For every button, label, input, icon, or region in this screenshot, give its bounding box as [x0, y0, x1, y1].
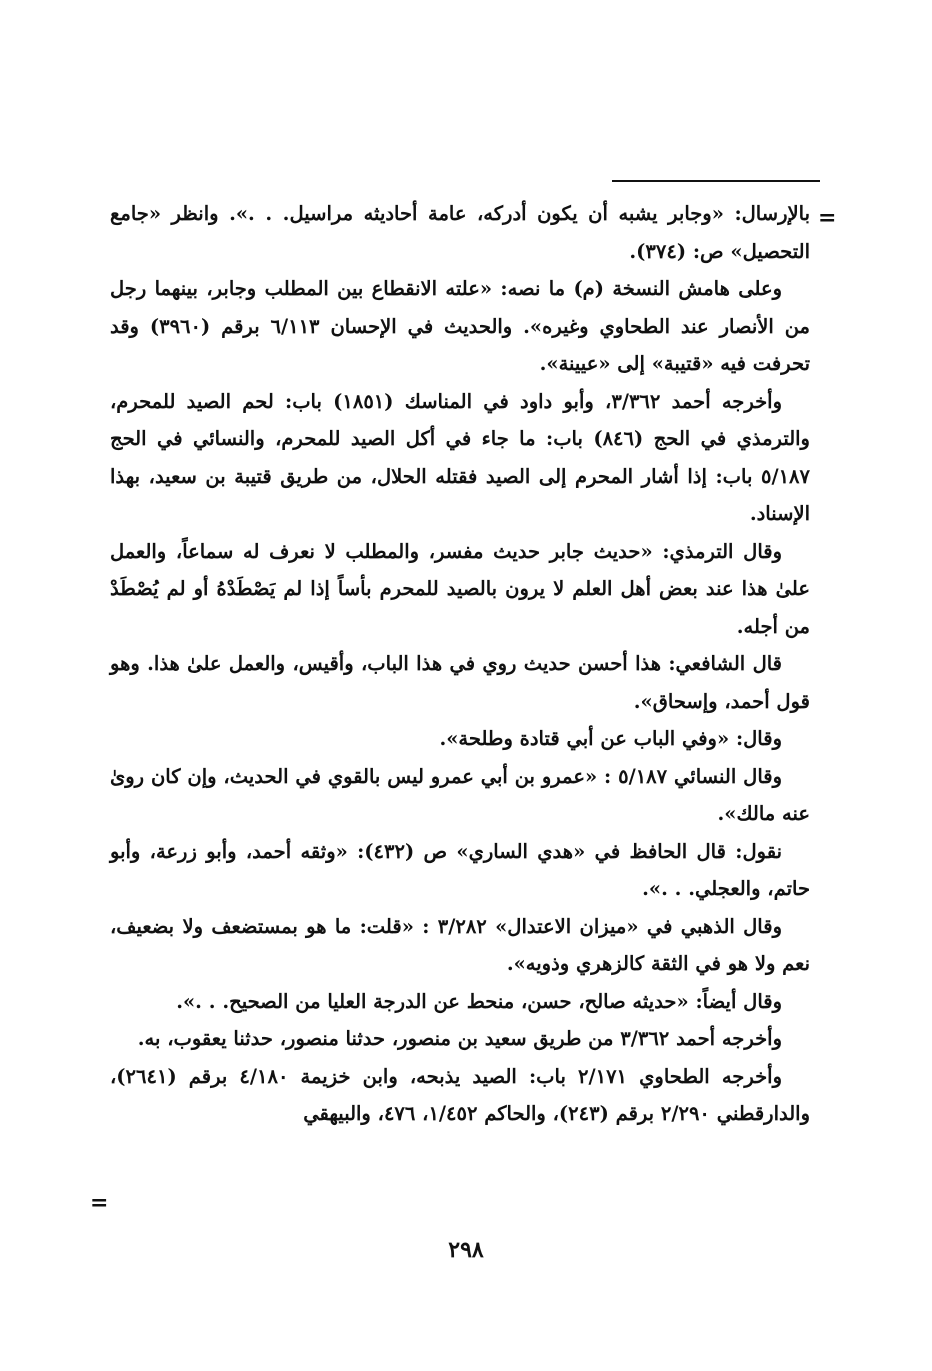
footnote-paragraph: نقول: قال الحافظ في «هدي الساري» ص (٤٣٢): «وثقه أحمد، وأبو زرعة، وأبو حاتم، والعجلي. . .». — [110, 839, 810, 900]
footnote-separator-rule — [612, 180, 820, 182]
continuation-mark-top: = — [818, 205, 837, 231]
footnote-paragraph: وأخرجه أحمد ٣/٣٦٢ من طريق سعيد بن منصور، حدثنا منصور، حدثنا يعقوب، به. — [137, 1027, 782, 1050]
page-number: ٢٩٨ — [448, 1237, 484, 1263]
footnote-paragraph: وأخرجه الطحاوي ٢/١٧١ باب: الصيد يذبحه، وابن خزيمة ٤/١٨٠ برقم (٢٦٤١)، والدارقطني ٢/٢٩٠ برقم (٢٤٣)، والحاكم ١/٤٥٢، ٤٧٦، والبيهقي — [110, 1064, 810, 1125]
footnote-paragraph: وقال أيضاً: «حديثه صالح، حسن، منحط عن الدرجة العليا من الصحيح. . .». — [176, 989, 782, 1013]
footnote-paragraph: وقال: «وفي الباب عن أبي قتادة وطلحة». — [439, 727, 782, 750]
footnote-paragraph: وقال الترمذي: «حديث جابر حديث مفسر، والمطلب لا نعرف له سماعاً، والعمل علىٰ هذا عند بعض أهل العلم لا يرون بالصيد للمحرم بأساً إذا لم يَصْطَدْهُ أو لم يُصْطَدْ من أجله. — [110, 539, 810, 638]
footnote-paragraph: وأخرجه أحمد ٣/٣٦٢، وأبو داود في المناسك (١٨٥١) باب: لحم الصيد للمحرم، والترمذي في الحج (٨٤٦) باب: ما جاء في أكل الصيد للمحرم، والنسائي في الحج ٥/١٨٧ باب: إذا أشار المحرم إلى الصيد فقتله الحلال، من طريق قتيبة بن سعيد، بهذا الإسناد. — [110, 389, 810, 525]
footnote-paragraph: وقال الذهبي في «ميزان الاعتدال» ٣/٢٨٢ : «قلت: ما هو بمستضعف ولا بضعيف، نعم ولا هو في الثقة كالزهري وذويه». — [110, 914, 810, 975]
footnote-paragraph: قال الشافعي: هذا أحسن حديث روي في هذا الباب، وأقيس، والعمل علىٰ هذا. وهو قول أحمد، وإسحاق». — [110, 652, 810, 713]
continuation-mark-bottom: = — [90, 1190, 109, 1216]
footnote-paragraph: وقال النسائي ٥/١٨٧ : «عمرو بن أبي عمرو ليس بالقوي في الحديث، وإن كان روىٰ عنه مالك». — [110, 764, 810, 825]
footnote-paragraph: وعلى هامش النسخة (م) ما نصه: «علته الانقطاع بين المطلب وجابر، بينهما رجل من الأنصار عند الطحاوي وغيره». والحديث في الإحسان ٦/١١٣ برقم (٣٩٦٠) وقد تحرفت فيه «قتيبة» إلى «عيينة». — [110, 277, 810, 375]
footnotes-block — [110, 195, 810, 1133]
footnote-paragraph: بالإرسال: «وجابر يشبه أن يكون أدركه، عامة أحاديثه مراسيل. . .». وانظر «جامع التحصيل» ص: (٣٧٤). — [110, 202, 810, 263]
